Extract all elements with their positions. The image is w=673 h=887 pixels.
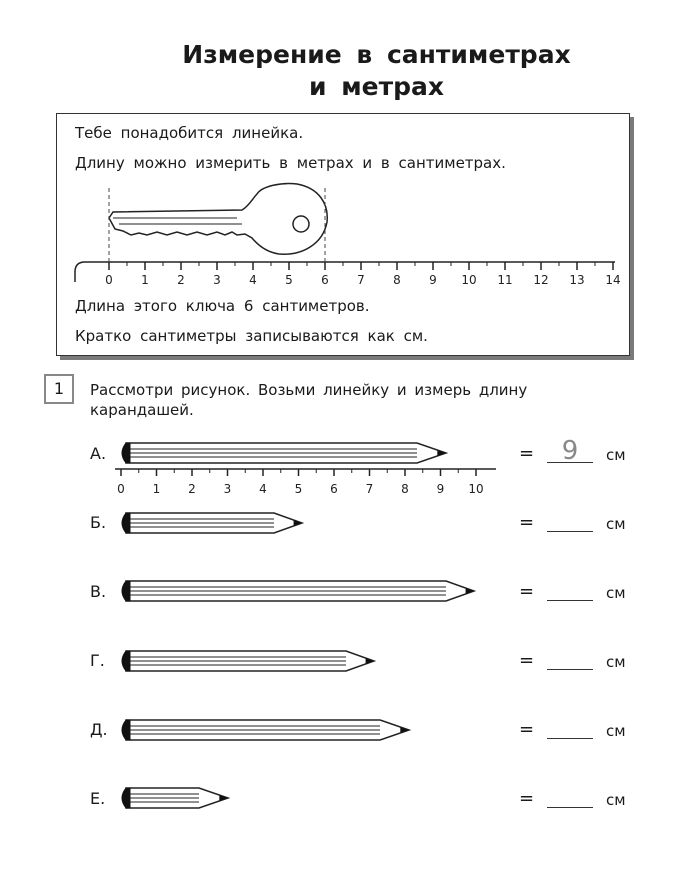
pencil-icon: [122, 788, 228, 808]
unit-b: см: [606, 515, 626, 533]
pencil-icon: [122, 581, 474, 601]
task-ruler-tick-label: 3: [223, 482, 232, 496]
ruler-tick-label: 5: [285, 273, 293, 287]
ruler-tick-label: 4: [249, 273, 257, 287]
pencils: [122, 443, 474, 808]
task-number: 1: [44, 374, 74, 404]
ruler-tick-label: 11: [497, 273, 513, 287]
pencil-icon: [122, 443, 446, 463]
task-ruler-tick-label: 1: [152, 482, 161, 496]
page-title-line2: и метрах: [309, 72, 444, 101]
unit-d: см: [606, 653, 626, 671]
task-question: Рассмотри рисунок. Возьми линейку и измерь длину карандашей.: [90, 381, 528, 419]
pencil-icon: [122, 720, 409, 740]
key-ruler-illustration: [57, 114, 629, 355]
answer-field-f[interactable]: [547, 785, 593, 808]
task-ruler-tick-label: 0: [117, 482, 125, 496]
ruler-tick-label: 3: [213, 273, 221, 287]
info-text-line4: Кратко сантиметры записываются как см.: [75, 327, 428, 345]
task-ruler-tick-label: 7: [365, 482, 374, 496]
ruler-tick-label: 8: [393, 273, 401, 287]
task-ruler-tick-label: 6: [330, 482, 338, 496]
task-ruler-tick-label: 2: [188, 482, 196, 496]
row-label-c: В.: [90, 582, 107, 601]
equals-sign-e: =: [519, 719, 535, 740]
unit-c: см: [606, 584, 626, 602]
task-ruler-tick-label: 9: [436, 482, 445, 496]
answer-field-e[interactable]: [547, 716, 593, 739]
ruler-tick-label: 13: [569, 273, 585, 287]
ruler-tick-label: 12: [533, 273, 549, 287]
unit-e: см: [606, 722, 626, 740]
pencil-icon: [122, 513, 302, 533]
ruler-tick-label: 7: [357, 273, 365, 287]
task-ruler: [115, 469, 496, 496]
ruler-tick-label: 9: [429, 273, 437, 287]
unit-f: см: [606, 791, 626, 809]
ruler-tick-label: 2: [177, 273, 185, 287]
row-label-a: А.: [90, 444, 107, 463]
answer-field-a[interactable]: 9: [547, 440, 593, 463]
unit-a: см: [606, 446, 626, 464]
ruler-tick-label: 10: [461, 273, 477, 287]
info-text-line2: Длину можно измерить в метрах и в сантиметрах.: [75, 154, 506, 172]
task-ruler-tick-label: 8: [401, 482, 409, 496]
row-label-b: Б.: [90, 513, 107, 532]
answer-field-b[interactable]: [547, 509, 593, 532]
equals-sign-b: =: [519, 512, 535, 533]
row-label-e: Д.: [90, 720, 108, 739]
answer-field-c[interactable]: [547, 578, 593, 601]
task-ruler-tick-label: 10: [468, 482, 484, 496]
equals-sign-c: =: [519, 581, 535, 602]
ruler-tick-label: 1: [141, 273, 149, 287]
task-ruler-tick-label: 4: [259, 482, 267, 496]
ruler-tick-label: 0: [105, 273, 113, 287]
key-ruler: [75, 262, 621, 287]
row-label-f: Е.: [90, 789, 106, 808]
row-label-d: Г.: [90, 651, 105, 670]
ruler-tick-label: 6: [321, 273, 329, 287]
info-text-line1: Тебе понадобится линейка.: [75, 124, 304, 142]
page-title: Измерение в сантиметрах: [182, 40, 571, 69]
ruler-tick-label: 14: [605, 273, 621, 287]
key-icon: [109, 183, 327, 254]
info-text-line3: Длина этого ключа 6 сантиметров.: [75, 297, 370, 315]
equals-sign-a: =: [519, 443, 535, 464]
pencil-icon: [122, 651, 374, 671]
equals-sign-d: =: [519, 650, 535, 671]
info-box: [56, 113, 630, 356]
equals-sign-f: =: [519, 788, 535, 809]
task-ruler-tick-label: 5: [294, 482, 303, 496]
answer-field-d[interactable]: [547, 647, 593, 670]
